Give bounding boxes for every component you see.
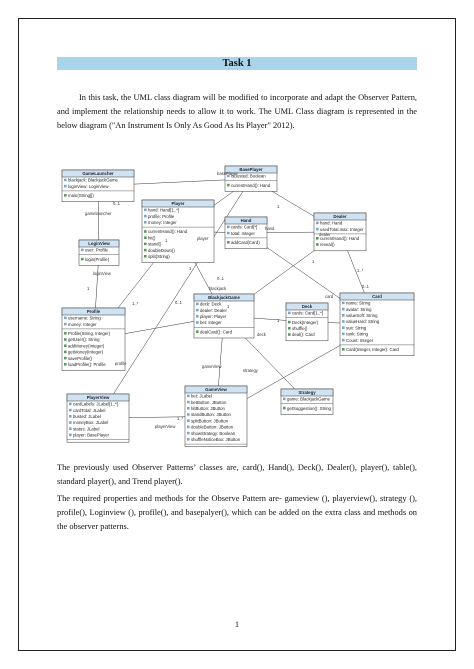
class-attribute: blackjack: BlackjackGame — [68, 177, 118, 183]
field-icon — [187, 413, 190, 416]
class-attribute: usedTotal.max: Integer — [320, 226, 364, 232]
method-icon — [283, 407, 286, 410]
class-attribute: valueHard: String — [346, 319, 380, 325]
method-icon — [227, 184, 230, 187]
method-icon — [64, 338, 67, 341]
class-attribute: money: Integer — [148, 220, 177, 225]
association-label: card — [325, 294, 334, 299]
method-icon — [64, 344, 67, 347]
field-icon — [69, 415, 72, 418]
method-icon — [316, 243, 319, 246]
association-label: 0..1 — [362, 284, 369, 289]
association-label: blackjack — [209, 286, 227, 291]
field-icon — [196, 321, 199, 324]
class-attribute: moneyBox: JLabel — [73, 420, 109, 426]
field-icon — [196, 303, 199, 306]
class-method: Profile(String, Integer) — [68, 331, 111, 336]
association-label: playerView — [155, 424, 176, 429]
field-icon — [342, 339, 345, 342]
field-icon — [283, 398, 286, 401]
class-attribute: username: String — [68, 315, 101, 321]
class-strategy — [281, 389, 333, 414]
class-attribute: cardLabels: JLabel[1..*] — [73, 401, 118, 407]
association-label: hand — [265, 226, 275, 231]
class-name: Deck — [301, 304, 313, 310]
method-icon — [64, 332, 67, 335]
field-icon — [187, 432, 190, 435]
class-name: GameLauncher — [82, 171, 114, 177]
required-methods-paragraph: The required properties and methods for the Observe Pattern are- gameview (), playerview(), strategy (), profile(), Loginview (), profile(), and basepalyer(), which can be added on the extra class and methods on the observer patterns. — [57, 494, 417, 532]
field-icon — [342, 333, 345, 336]
field-icon — [64, 323, 67, 326]
class-player — [142, 200, 214, 263]
class-attribute: betButton: JButton — [191, 399, 227, 405]
field-icon — [144, 209, 147, 212]
method-icon — [144, 243, 147, 246]
class-attribute: user: Profile — [85, 247, 108, 253]
method-icon — [144, 255, 147, 258]
field-icon — [288, 312, 291, 315]
observer-classes-paragraph: The previously used Observer Patterns’ classes are, card(), Hand(), Deck(), Dealer(), player(), table(), standard player(), and Trend player(). — [57, 463, 417, 487]
class-card — [340, 293, 414, 356]
field-icon — [187, 419, 190, 422]
field-icon — [69, 403, 72, 406]
association-label: dealer — [319, 232, 331, 237]
association-label: 1..* — [357, 268, 364, 273]
class-playerview — [67, 394, 129, 442]
method-icon — [316, 237, 319, 240]
class-attribute: profile: Profile — [148, 213, 175, 219]
field-icon — [64, 185, 67, 188]
field-icon — [64, 317, 67, 320]
class-name: Hand — [240, 218, 252, 224]
method-icon — [81, 258, 84, 261]
uml-diagram-svg — [57, 160, 417, 455]
field-icon — [196, 309, 199, 312]
class-attribute: rank: String — [346, 331, 368, 337]
association-label: 0..1 — [113, 201, 120, 206]
field-icon — [342, 302, 345, 305]
class-attribute: cardTotal: JLabel — [73, 407, 106, 413]
association-label: gamelauncher — [85, 211, 112, 216]
class-method: addMoney(Integer) — [68, 343, 105, 349]
class-method: login(Profile) — [85, 256, 110, 262]
page-number: 1 — [235, 620, 239, 629]
method-icon — [227, 241, 230, 244]
class-attribute: valueSoft: String — [346, 313, 378, 318]
class-method: doubleDown() — [148, 247, 175, 253]
class-method: currentHand(): Hand — [320, 236, 360, 241]
class-attribute: money: Integer — [68, 321, 97, 327]
class-attribute: splitButton: JButton — [191, 418, 229, 424]
class-method: reveal() — [320, 242, 335, 248]
field-icon — [342, 320, 345, 323]
field-icon — [69, 427, 72, 430]
field-icon — [196, 315, 199, 318]
class-attribute: bet: Integer — [200, 320, 222, 326]
association-label: strategy — [243, 368, 258, 373]
field-icon — [187, 438, 190, 441]
field-icon — [69, 434, 72, 437]
association-label: player — [197, 236, 209, 241]
field-icon — [187, 426, 190, 429]
field-icon — [342, 314, 345, 317]
field-icon — [69, 421, 72, 424]
class-name: Profile — [86, 309, 101, 315]
field-icon — [187, 395, 190, 398]
association-label: 1 — [277, 318, 280, 323]
class-attribute: suit: String — [346, 325, 367, 331]
class-method: stand() — [148, 241, 162, 247]
class-method: getUser(): String — [68, 337, 100, 343]
field-icon — [187, 407, 190, 410]
class-attribute: name: String — [346, 300, 371, 306]
field-icon — [64, 179, 67, 182]
association-label: 1 — [189, 266, 192, 271]
class-name: Card — [372, 294, 382, 300]
class-method: dealCard(): Card — [200, 329, 233, 335]
class-method: shuffle() — [292, 326, 308, 331]
class-boxes — [62, 166, 414, 447]
field-icon — [144, 215, 147, 218]
class-blackjackgame — [194, 294, 254, 338]
class-attribute: shuffleNoticeBox: JButton — [191, 437, 241, 442]
association-label: 0..1 — [217, 276, 224, 281]
method-icon — [288, 321, 291, 324]
class-name: BlackjackGame — [208, 295, 240, 301]
class-gameview — [185, 386, 247, 447]
class-attribute: bet: JLabel — [191, 393, 213, 399]
class-attribute: busted: JLabel — [73, 414, 101, 419]
class-method: getSuggestion(): String — [287, 405, 331, 411]
association-label: 1 — [277, 204, 280, 209]
class-name: Dealer — [333, 214, 347, 220]
class-baseplayer — [225, 166, 277, 191]
class-attribute: loginView: LoginView — [68, 183, 109, 189]
class-attribute: total: Integer — [231, 230, 255, 236]
class-method: hit() — [148, 235, 156, 241]
method-icon — [196, 330, 199, 333]
method-icon — [144, 230, 147, 233]
class-name: Player — [171, 201, 185, 207]
class-attribute: hand: Hand[1..*] — [148, 207, 180, 213]
association-label: 1..* — [132, 301, 139, 306]
method-icon — [144, 236, 147, 239]
class-attribute: cards: Card[*] — [231, 224, 258, 230]
association-label: gameView — [202, 364, 222, 369]
class-attribute: Count: Integer — [346, 337, 374, 343]
association-label: 1..* — [177, 416, 184, 421]
class-attribute: dealer: Dealer — [200, 307, 227, 313]
uml-class-diagram — [57, 160, 417, 455]
method-icon — [144, 249, 147, 252]
association-label: profile — [115, 361, 127, 366]
association-label: 1 — [227, 304, 230, 309]
class-method: getMoney(Integer) — [68, 349, 104, 355]
task-heading: Task 1 — [222, 58, 252, 69]
method-icon — [64, 351, 67, 354]
class-name: PlayerView — [86, 395, 110, 401]
field-icon — [69, 409, 72, 412]
intro-paragraph: In this task, the UML class diagram will be modified to incorporate and adapt the Observer Pattern, and implement the relationship needs to allow it to work. The UML Class diagram is represented in the below diagram ("An Instrument Is Only As Good As Its Player" 2012). — [57, 93, 417, 131]
field-icon — [227, 226, 230, 229]
class-deck — [286, 303, 328, 341]
association-label: loginView — [93, 271, 111, 276]
class-method: split(String) — [148, 254, 170, 259]
class-attribute: game: BlackjackGame — [287, 396, 330, 402]
class-method: currentHand(): Hand — [148, 229, 188, 235]
class-name: GameView — [205, 387, 227, 393]
class-attribute: showStrategy: Boolean — [191, 430, 236, 436]
field-icon — [187, 401, 190, 404]
class-method: main(String[]) — [68, 193, 94, 198]
class-attribute: player: BasePlayer — [73, 432, 110, 438]
field-icon — [144, 221, 147, 224]
class-name: LoginView — [88, 241, 110, 247]
association-label: 1 — [165, 238, 168, 243]
method-icon — [64, 363, 67, 366]
method-icon — [288, 327, 291, 330]
class-hand — [225, 217, 267, 249]
method-icon — [288, 333, 291, 336]
class-attribute: hitButton: JButton — [191, 406, 225, 411]
class-method: saveProfile() — [68, 355, 93, 361]
class-attribute: hand: Hand — [320, 220, 343, 226]
field-icon — [342, 326, 345, 329]
class-attribute: cards: Card[1..*] — [292, 310, 324, 316]
class-method: currentHand(): Hand — [231, 182, 271, 188]
class-method: Card(Integer, Integer): Card — [346, 347, 399, 352]
field-icon — [342, 308, 345, 311]
class-attribute: status: JLabel — [73, 426, 100, 432]
class-method: loadProfile(): Profile — [68, 362, 106, 367]
class-attribute: standButton: JButton — [191, 412, 231, 418]
field-icon — [316, 222, 319, 225]
association-label: basePlayer — [217, 171, 238, 176]
field-icon — [316, 228, 319, 231]
association-label: 1 — [312, 259, 315, 264]
class-method: Deck(Integer) — [292, 319, 319, 325]
method-icon — [342, 348, 345, 351]
association-label: 0..1 — [175, 300, 182, 305]
method-icon — [64, 357, 67, 360]
class-method: deal(): Card — [292, 332, 315, 338]
class-attribute: deck: Deck — [200, 301, 222, 307]
method-icon — [64, 194, 67, 197]
class-attribute: doubleButton: JButton — [191, 424, 234, 430]
class-attribute: player: Player — [200, 314, 227, 319]
class-attribute: avatar: String — [346, 306, 372, 312]
association-label: 1 — [87, 286, 90, 291]
field-icon — [81, 249, 84, 252]
class-gamelauncher — [62, 170, 134, 202]
class-attribute: isBusted: Boolean — [231, 173, 266, 179]
class-method: addCard(Card) — [231, 240, 260, 245]
class-name: BasePlayer — [239, 167, 263, 173]
association-label: deck — [257, 332, 266, 337]
class-loginview — [79, 240, 119, 265]
field-icon — [227, 232, 230, 235]
class-name: Strategy — [298, 390, 316, 396]
